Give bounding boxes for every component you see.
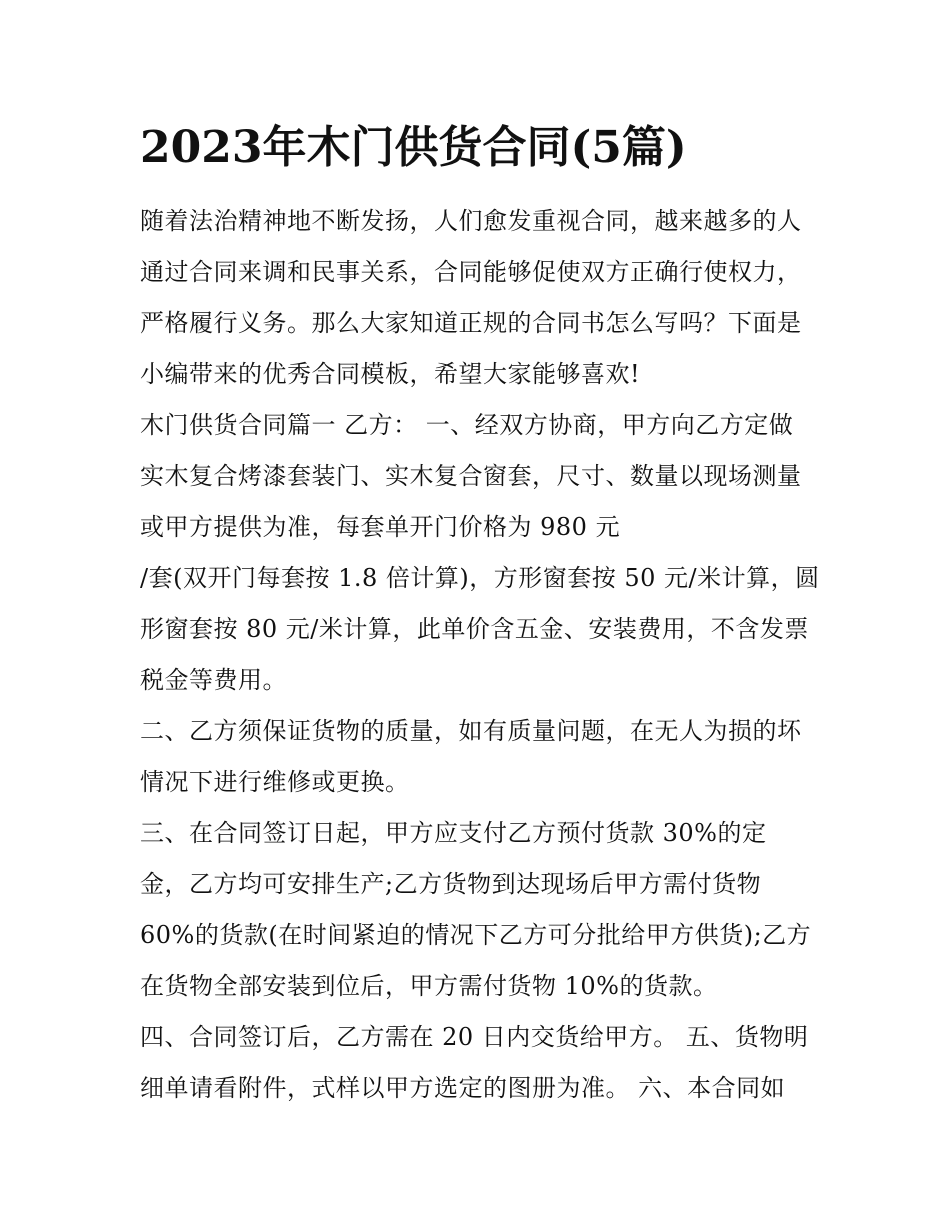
- body-line: 通过合同来调和民事关系，合同能够促使双方正确行使权力，: [140, 258, 802, 286]
- body-line: 严格履行义务。那么大家知道正规的合同书怎么写吗？下面是: [140, 309, 802, 337]
- body-line: 小编带来的优秀合同模板，希望大家能够喜欢!: [140, 360, 641, 388]
- body-line: 细单请看附件，式样以甲方选定的图册为准。 六、本合同如: [140, 1074, 786, 1102]
- body-line: 木门供货合同篇一 乙方： 一、经双方协商，甲方向乙方定做: [140, 411, 794, 439]
- body-line: 或甲方提供为准，每套单开门价格为 980 元: [140, 513, 621, 541]
- body-line: 三、在合同签订日起，甲方应支付乙方预付货款 30%的定: [140, 819, 767, 847]
- body-line: 金，乙方均可安排生产;乙方货物到达现场后甲方需付货物: [140, 870, 762, 898]
- body-line: /套(双开门每套按 1.8 倍计算)，方形窗套按 50 元/米计算，圆: [140, 564, 820, 592]
- body-line: 税金等费用。: [140, 666, 287, 694]
- body-line: 二、乙方须保证货物的质量，如有质量问题，在无人为损的坏: [140, 717, 802, 745]
- body-line: 四、合同签订后，乙方需在 20 日内交货给甲方。 五、货物明: [140, 1023, 809, 1051]
- body-line: 情况下进行维修或更换。: [140, 768, 410, 796]
- body-line: 实木复合烤漆套装门、实木复合窗套，尺寸、数量以现场测量: [140, 462, 802, 490]
- body-line: 随着法治精神地不断发扬，人们愈发重视合同，越来越多的人: [140, 207, 802, 235]
- body-line: 形窗套按 80 元/米计算，此单价含五金、安装费用，不含发票: [140, 615, 809, 643]
- body-line: 60%的货款(在时间紧迫的情况下乙方可分批给甲方供货);乙方: [140, 921, 812, 949]
- document-title: 2023年木门供货合同(5篇): [140, 122, 687, 173]
- body-line: 在货物全部安装到位后，甲方需付货物 10%的货款。: [140, 972, 718, 1000]
